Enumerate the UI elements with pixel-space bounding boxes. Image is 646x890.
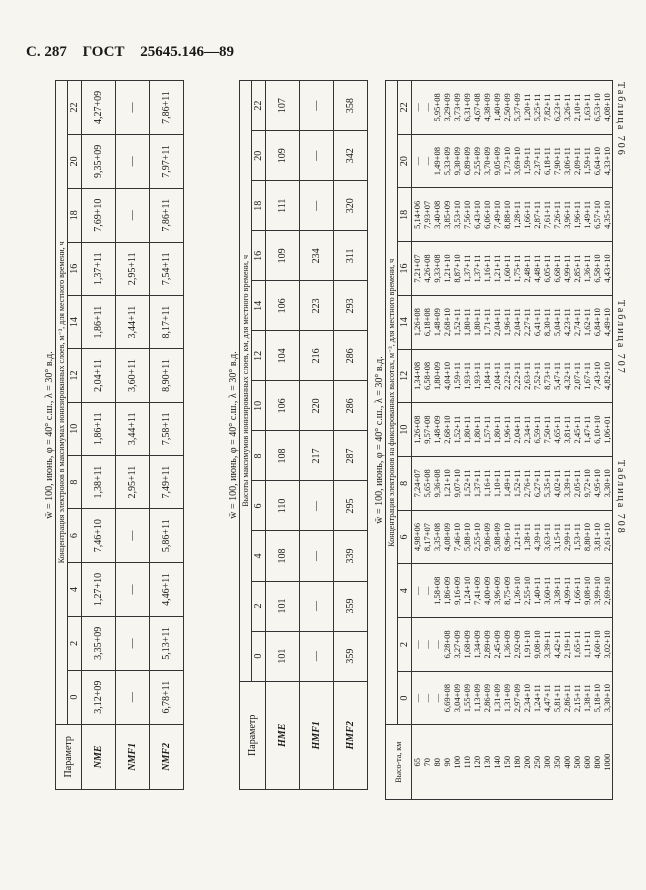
hour-header: 18 (68, 188, 82, 242)
hour-header: 16 (252, 231, 266, 281)
value-cell: 216 (300, 331, 334, 381)
value-column: 1,34+08 6,58+08 1,80+09 4,04+10 1,59+11 1,93+11 1,93+11 1,84+11 2,04+11 2,22+11 2,22+11 2,63+11 7,52+11 8,73+11 5,47+11 4,32+11 2,07+11 1,67+11 7,43+10 4,82+10 (412, 349, 613, 403)
value-cell: — (300, 581, 334, 631)
hour-header: 12 (68, 349, 82, 402)
table-707-title: w̄ = 100, июнь, φ = 40° с.ш., λ = 30° в.д. (228, 351, 239, 519)
value-cell: 106 (266, 281, 300, 331)
height-value: 120 (472, 755, 482, 769)
value-cell: 106 (266, 381, 300, 431)
param-name: NMF1 (116, 724, 150, 789)
table-707-grid (239, 80, 368, 790)
table-706-grid (55, 80, 184, 790)
height-value: 400 (562, 755, 572, 769)
height-header: Высо-та, км (386, 725, 412, 800)
table-707-label: Таблица 707 (615, 300, 626, 375)
value-column: — — 5,95+08 3,29+09 3,73+09 6,31+09 4,67+08 4,38+09 1,40+09 2,50+09 5,37+09 1,20+11 5,25+11 7,82+11 6,23+11 3,26+11 2,10+11 1,63+11 6,53+10 4,08+10 (412, 81, 613, 135)
param-name: HMF2 (334, 681, 368, 789)
value-cell: 358 (334, 81, 368, 131)
value-cell: — (300, 531, 334, 581)
value-cell: 220 (300, 381, 334, 431)
table-row (412, 81, 613, 800)
value-cell: 7,54+11 (150, 242, 184, 295)
value-cell: 234 (300, 231, 334, 281)
value-cell: 101 (266, 631, 300, 681)
height-value: 350 (552, 755, 562, 769)
value-cell: — (116, 616, 150, 670)
hour-header: 22 (398, 81, 412, 135)
value-cell: 101 (266, 581, 300, 631)
hour-header: 18 (252, 181, 266, 231)
value-column: — — — 6,69+08 3,04+09 1,55+09 1,13+09 2,86+09 1,31+09 1,31+09 2,97+09 2,34+10 1,24+11 4,47+11 5,81+11 2,86+11 2,15+11 1,38+11 5,18+10 3,30+10 (412, 671, 613, 725)
value-cell: 3,60+11 (116, 349, 150, 402)
value-cell: 108 (266, 431, 300, 481)
value-cell: — (116, 81, 150, 135)
value-cell: 7,58+11 (150, 402, 184, 455)
table-708 (374, 80, 613, 800)
height-value: 300 (542, 755, 552, 769)
hour-header: 18 (398, 188, 412, 242)
value-cell: 7,46+10 (82, 509, 116, 563)
height-value: 250 (532, 755, 542, 769)
height-value: 150 (502, 755, 512, 769)
height-value: 90 (442, 758, 452, 767)
value-column: 7,21+07 4,26+08 9,33+08 1,21+10 8,87+10 1,37+11 1,37+11 1,16+11 1,21+11 1,60+11 1,75+11 2,48+11 4,48+11 6,05+11 6,68+11 4,99+11 2,85+11 1,36+11 6,58+10 4,43+10 (412, 242, 613, 296)
page-number: С. 287 (26, 44, 67, 60)
value-cell: 110 (266, 481, 300, 531)
value-cell: 1,37+11 (82, 242, 116, 295)
value-cell: — (116, 563, 150, 617)
value-column: — — — 6,28+08 3,27+09 1,68+09 1,34+09 2,89+09 2,45+09 1,36+09 2,92+09 1,91+10 9,08+10 3,39+11 4,42+11 2,19+11 1,65+11 1,11+11 4,60+10 3,02+10 (412, 618, 613, 672)
value-cell: 286 (334, 381, 368, 431)
value-cell: 5,13+11 (150, 616, 184, 670)
value-cell: 1,38+11 (82, 455, 116, 508)
value-cell: 223 (300, 281, 334, 331)
value-cell: 359 (334, 631, 368, 681)
value-cell: 6,78+11 (150, 670, 184, 724)
value-cell: — (300, 481, 334, 531)
value-cell: — (300, 181, 334, 231)
value-cell: 1,86+11 (82, 402, 116, 455)
height-value: 200 (522, 755, 532, 769)
hour-header: 2 (252, 581, 266, 631)
value-column: 1,26+08 9,57+08 1,48+09 2,68+10 1,52+11 1,80+11 1,80+11 1,57+11 1,80+11 1,96+11 2,04+11 2,34+11 6,59+11 7,50+11 4,65+11 3,81+11 2,45+11 1,47+11 6,10+10 1,06+01 (412, 403, 613, 457)
table-row (150, 81, 184, 790)
hour-header: 4 (252, 531, 266, 581)
table-706 (44, 80, 184, 790)
hour-header: 4 (68, 563, 82, 617)
value-cell: — (300, 631, 334, 681)
hour-header: 0 (252, 631, 266, 681)
hour-header: 10 (398, 403, 412, 457)
value-cell: — (300, 131, 334, 181)
hour-header: 22 (252, 81, 266, 131)
hour-header: 12 (252, 331, 266, 381)
hour-header: 2 (68, 616, 82, 670)
table-row (116, 81, 150, 790)
standard-name: ГОСТ (82, 44, 125, 60)
table-706-label: Таблица 706 (615, 82, 626, 157)
value-cell: 109 (266, 131, 300, 181)
height-value: 140 (492, 755, 502, 769)
height-value: 600 (582, 755, 592, 769)
height-value: 70 (422, 758, 432, 767)
value-cell: 7,86+11 (150, 188, 184, 242)
value-column: 5,14+06 7,93+07 3,40+08 3,85+09 3,53+10 7,56+10 6,43+10 6,06+10 7,49+10 8,88+10 1,28+11 1,66+11 2,87+11 7,61+11 7,26+11 3,96+11 1,96+11 1,49+11 6,57+10 4,35+10 (412, 188, 613, 242)
value-column: 4,98+06 8,17+07 3,35+08 4,08+09 7,46+10 5,88+10 2,55+10 9,86+09 5,88+09 8,96+10 1,21+11 1,38+11 4,39+11 3,63+11 3,15+11 2,99+11 1,53+11 8,80+10 3,81+10 2,61+10 (412, 510, 613, 564)
value-cell: 7,49+11 (150, 455, 184, 508)
hour-header: 20 (252, 131, 266, 181)
table-708-title: w̄ = 100, июнь, φ = 40° с.ш., λ = 30° в.д. (374, 356, 385, 524)
table-706-title: w̄ = 100, июнь, φ = 40° с.ш., λ = 30° в.д. (44, 351, 55, 519)
value-cell: 359 (334, 581, 368, 631)
hour-header: 12 (398, 349, 412, 403)
height-value: 180 (512, 755, 522, 769)
value-cell: 2,95+11 (116, 455, 150, 508)
standard-number: 25645.146—89 (140, 44, 234, 60)
height-column (412, 725, 613, 800)
value-cell: 108 (266, 531, 300, 581)
value-column: 7,24+07 5,65+08 9,36+08 1,21+10 9,07+10 1,52+11 1,37+11 1,16+11 1,10+11 1,49+11 1,52+11 2,76+11 6,27+11 5,35+11 4,02+11 3,39+11 2,05+11 9,72+10 4,95+10 3,30+10 (412, 456, 613, 510)
height-value: 110 (462, 756, 472, 769)
table-row (266, 81, 300, 790)
value-cell: — (116, 509, 150, 563)
param-name: HMF1 (300, 681, 334, 789)
value-cell: — (300, 81, 334, 131)
value-cell: 286 (334, 331, 368, 381)
value-cell: — (116, 670, 150, 724)
value-cell: — (116, 188, 150, 242)
table-708-label: Таблица 708 (615, 460, 626, 535)
hour-header: 14 (398, 295, 412, 349)
height-value: 500 (572, 755, 582, 769)
subtitle: Концентрация электронов на фиксированных высотах, м⁻³, для местного времени, ч (386, 81, 398, 725)
value-cell: 339 (334, 531, 368, 581)
height-value: 1000 (602, 753, 612, 771)
param-header: Параметр (240, 681, 266, 789)
hour-header: 14 (68, 295, 82, 348)
hour-header: 10 (252, 381, 266, 431)
value-cell: 2,95+11 (116, 242, 150, 295)
param-header: Параметр (56, 724, 82, 789)
hour-header: 16 (398, 242, 412, 296)
hour-header: 6 (68, 509, 82, 563)
subtitle: Высоты максимумов ионизированных слоев, км, для местного времени, ч (240, 81, 252, 682)
value-cell: 7,97+11 (150, 134, 184, 188)
value-cell: 287 (334, 431, 368, 481)
value-cell: 4,27+09 (82, 81, 116, 135)
value-cell: 109 (266, 231, 300, 281)
height-value: 65 (412, 758, 422, 767)
hour-header: 20 (68, 134, 82, 188)
table-row (334, 81, 368, 790)
height-value: 80 (432, 758, 442, 767)
value-cell: 295 (334, 481, 368, 531)
value-cell: 104 (266, 331, 300, 381)
hour-header: 22 (68, 81, 82, 135)
value-cell: 342 (334, 131, 368, 181)
hour-header: 4 (398, 564, 412, 618)
value-cell: 2,04+11 (82, 349, 116, 402)
hour-header: 8 (398, 456, 412, 510)
value-cell: — (116, 134, 150, 188)
page-header (26, 44, 246, 61)
table-707 (228, 80, 368, 790)
table-row (82, 81, 116, 790)
value-cell: 311 (334, 231, 368, 281)
subtitle: Концентрация электронов в максимумах ионизированных слоев, м⁻³, для местного времени, ч (56, 81, 68, 725)
table-row (300, 81, 334, 790)
hour-header: 10 (68, 402, 82, 455)
value-column: — — 1,49+08 5,33+09 9,30+09 6,89+09 2,55+09 3,70+09 9,05+09 1,73+10 3,69+10 1,59+11 2,37+11 6,18+11 7,90+11 3,06+11 2,09+11 1,59+11 6,64+10 4,33+10 (412, 134, 613, 188)
value-cell: 3,35+09 (82, 616, 116, 670)
value-cell: 9,35+09 (82, 134, 116, 188)
value-cell: 217 (300, 431, 334, 481)
height-value: 100 (452, 755, 462, 769)
value-cell: 111 (266, 181, 300, 231)
value-cell: 8,90+11 (150, 349, 184, 402)
value-cell: 3,44+11 (116, 402, 150, 455)
hour-header: 2 (398, 618, 412, 672)
hour-header: 20 (398, 134, 412, 188)
height-value: 800 (592, 755, 602, 769)
hour-header: 8 (252, 431, 266, 481)
param-name: HME (266, 681, 300, 789)
hour-header: 14 (252, 281, 266, 331)
value-cell: 1,27+10 (82, 563, 116, 617)
hour-header: 0 (398, 671, 412, 725)
param-name: NMF2 (150, 724, 184, 789)
value-column: 1,26+08 6,18+08 1,48+09 2,68+10 1,52+11 1,80+11 1,80+11 1,71+11 2,04+11 1,96+11 2,04+11 2,27+11 6,41+11 8,30+11 5,04+11 4,23+11 2,74+11 1,62+11 6,84+10 4,49+10 (412, 295, 613, 349)
param-name: NME (82, 724, 116, 789)
value-cell: 3,12+09 (82, 670, 116, 724)
value-cell: 320 (334, 181, 368, 231)
value-cell: 3,44+11 (116, 295, 150, 348)
value-cell: 4,46+11 (150, 563, 184, 617)
hour-header: 6 (398, 510, 412, 564)
value-cell: 1,86+11 (82, 295, 116, 348)
hour-header: 16 (68, 242, 82, 295)
value-cell: 7,69+10 (82, 188, 116, 242)
value-cell: 107 (266, 81, 300, 131)
table-708-grid (385, 80, 613, 800)
value-column: — — 1,58+08 1,86+09 9,16+09 1,24+10 7,41+09 4,00+09 3,96+09 8,75+09 1,36+10 2,55+10 1,40+11 3,60+11 3,38+11 4,99+11 1,66+11 9,08+10 3,99+10 2,69+10 (412, 564, 613, 618)
hour-header: 6 (252, 481, 266, 531)
hour-header: 0 (68, 670, 82, 724)
value-cell: 8,17+11 (150, 295, 184, 348)
value-cell: 5,86+11 (150, 509, 184, 563)
height-value: 130 (482, 755, 492, 769)
hour-header: 8 (68, 455, 82, 508)
value-cell: 293 (334, 281, 368, 331)
value-cell: 7,86+11 (150, 81, 184, 135)
